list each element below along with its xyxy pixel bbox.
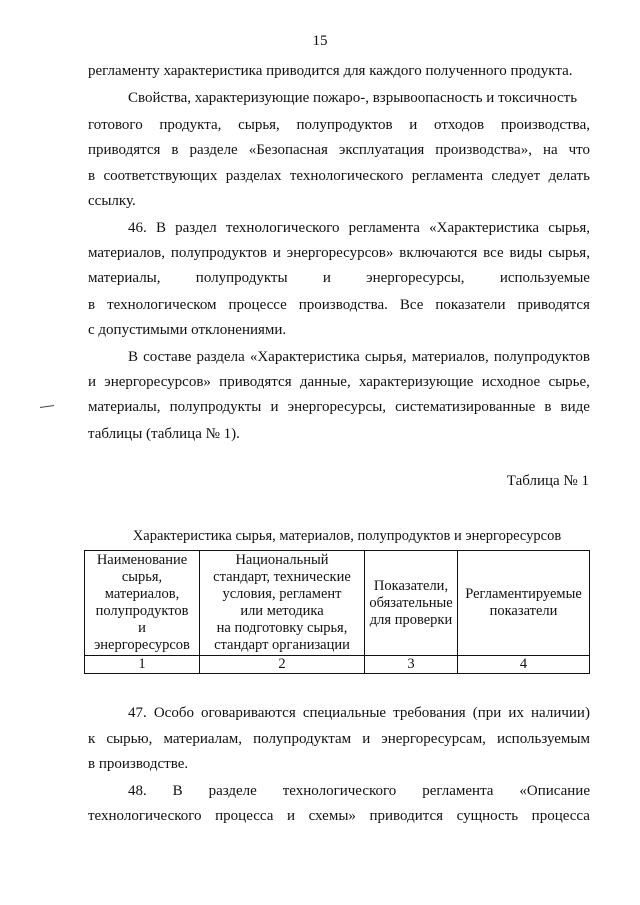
header-cell (365, 551, 458, 656)
word: Особо (153, 705, 194, 721)
word: сырья, (238, 117, 280, 133)
word: сущность (456, 808, 519, 824)
word: «Безопасная (248, 142, 328, 158)
header-line: Показатели, (373, 577, 449, 594)
text-line (88, 730, 590, 748)
header-line: материалов, (104, 586, 180, 602)
word: раздела (196, 349, 245, 365)
text-line (88, 398, 590, 416)
text-line: в производстве. (88, 756, 189, 772)
page-number: 15 (312, 33, 328, 49)
header-line: на подготовку сырья, (216, 620, 348, 636)
header-line: Национальный (235, 552, 329, 568)
word: составе (143, 349, 192, 365)
word: (при (472, 705, 502, 721)
word: процесса (215, 808, 274, 824)
word: в (88, 297, 96, 313)
header-line: или методика (240, 603, 324, 619)
word: полупродукты (195, 270, 288, 286)
word: сырья, (364, 349, 407, 365)
word: материалов, (88, 245, 166, 261)
text-line (88, 373, 590, 391)
word: виде (560, 399, 590, 415)
word: энергоресурсы, (287, 399, 387, 415)
header-line: обязательные (369, 594, 453, 611)
word: производства. (298, 297, 388, 313)
word: 48. (128, 783, 147, 799)
word: на (542, 142, 558, 158)
word: разделе (208, 783, 257, 799)
word: «Описание (519, 783, 590, 799)
word: виды (509, 245, 543, 261)
word: энергоресурсов» (104, 374, 211, 390)
word: что (568, 142, 590, 158)
text-line (88, 244, 590, 262)
word: и (362, 731, 371, 747)
word: эксплуатация (338, 142, 425, 158)
word: материалов, (411, 349, 489, 365)
word: и (409, 117, 418, 133)
column-number: 1 (85, 656, 200, 674)
table-header-row (85, 551, 590, 656)
word: разделе (189, 142, 238, 158)
word: материалы, (88, 399, 161, 415)
word: и (270, 399, 279, 415)
word: полупродуктов (296, 117, 393, 133)
word: систематизированные (395, 399, 536, 415)
header-line: стандарт организации (214, 637, 350, 653)
word: в (88, 168, 96, 184)
word: технологическом (107, 297, 217, 313)
word: полупродуктам (253, 731, 352, 747)
header-cell (200, 551, 365, 656)
word: приводятся (219, 374, 292, 390)
word: сырья, (548, 245, 590, 261)
word: приводятся (517, 297, 590, 313)
table-caption: Характеристика сырья, материалов, полупродуктов и энергоресурсов (132, 528, 562, 544)
word: энергоресурсам, (381, 731, 486, 747)
word: все (483, 245, 504, 261)
word: исходное (481, 374, 541, 390)
word: полупродукты (169, 399, 262, 415)
word: данные, (299, 374, 351, 390)
margin-mark (40, 405, 54, 408)
header-line: стандарт, технические (213, 569, 351, 585)
word: 46. (128, 220, 147, 236)
table-label: Таблица № 1 (506, 473, 589, 489)
word: производства», (435, 142, 532, 158)
header-line: показатели (489, 603, 558, 619)
word: технологического (225, 220, 340, 236)
word: 47. (128, 705, 147, 721)
header-line: для проверки (369, 611, 453, 628)
word: и (272, 245, 281, 261)
text-line: с допустимыми отклонениями. (88, 322, 287, 338)
word: наличии) (531, 705, 590, 721)
word: требования (393, 705, 466, 721)
header-line: Регламентируемые (465, 586, 582, 602)
header-line: Наименование (96, 552, 188, 568)
word: полупродуктов (170, 245, 267, 261)
word: энергоресурсы, (366, 270, 465, 286)
word: сырья, (548, 220, 590, 236)
text-line: таблицы (таблица № 1). (88, 426, 240, 442)
word: сырье, (548, 374, 590, 390)
paragraph-46-start (128, 219, 590, 237)
paragraph-start: Свойства, характеризующие пожаро-, взрывоопасность и токсичность (128, 90, 578, 106)
word: разделах (225, 168, 282, 184)
word: схемы» (308, 808, 356, 824)
word: и (322, 270, 331, 286)
table-number-row (85, 656, 590, 674)
header-cell (85, 551, 200, 656)
word: используемым (497, 731, 590, 747)
word: полупродуктов (493, 349, 590, 365)
word: Все (399, 297, 424, 313)
text-line: ссылку. (88, 193, 136, 209)
word: в (171, 142, 179, 158)
word: регламента (411, 168, 484, 184)
word: процессе (228, 297, 287, 313)
word: специальные (302, 705, 387, 721)
header-line: условия, регламент (222, 586, 342, 602)
text-line: регламенту характеристика приводится для каждого полученного продукта. (88, 63, 573, 79)
word: технологического (88, 808, 202, 824)
word: «Характеристика (429, 220, 540, 236)
header-cell (458, 551, 590, 656)
word: технологического (289, 168, 404, 184)
text-line (88, 116, 590, 134)
word: В (172, 783, 183, 799)
word: производства, (500, 117, 590, 133)
header-line: энергоресурсов (94, 637, 190, 653)
word: в (544, 399, 552, 415)
text-line (88, 296, 590, 314)
word: материалам, (163, 731, 243, 747)
specification-table (84, 550, 590, 674)
column-number: 2 (200, 656, 365, 674)
column-number: 3 (365, 656, 458, 674)
word: регламента (348, 220, 420, 236)
text-line (88, 807, 590, 825)
word: «Характеристика (249, 349, 360, 365)
paragraph-start (128, 348, 590, 366)
word: используемые (499, 270, 590, 286)
text-line (88, 167, 590, 185)
word: материалы, (88, 270, 161, 286)
word: В (155, 220, 166, 236)
word: делать (548, 168, 590, 184)
word: сырью, (106, 731, 153, 747)
header-line: и (138, 620, 146, 636)
word: приводится (369, 808, 444, 824)
word: продукта, (159, 117, 222, 133)
word: приводятся (88, 142, 161, 158)
word: следует (491, 168, 541, 184)
paragraph-48-start (128, 782, 590, 800)
word: технологического (282, 783, 397, 799)
word: включаются (399, 245, 478, 261)
word: их (508, 705, 524, 721)
word: процесса (531, 808, 590, 824)
header-line: сырья, (121, 569, 163, 585)
header-line: полупродуктов (95, 603, 189, 619)
word: регламента (422, 783, 494, 799)
word: энергоресурсов» (286, 245, 394, 261)
word: и (88, 374, 97, 390)
word: показатели (435, 297, 506, 313)
text-line (88, 269, 590, 287)
word: В (128, 349, 139, 365)
paragraph-47-start (128, 704, 590, 722)
word: оговариваются (201, 705, 296, 721)
word: готового (88, 117, 143, 133)
text-line (88, 141, 590, 159)
word: соответствующих (103, 168, 218, 184)
word: к (88, 731, 96, 747)
word: характеризующие (358, 374, 474, 390)
word: отходов (434, 117, 485, 133)
word: раздел (175, 220, 217, 236)
word: и (286, 808, 295, 824)
column-number: 4 (458, 656, 590, 674)
